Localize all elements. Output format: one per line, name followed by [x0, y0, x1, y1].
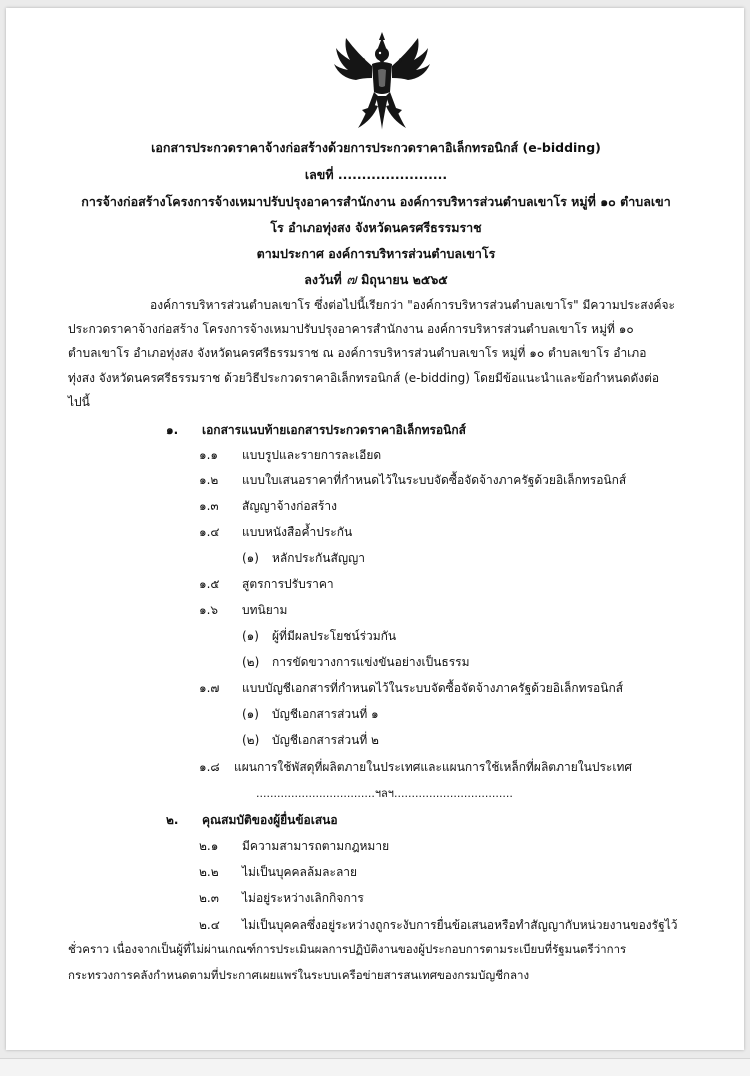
etc-ellipsis: ..................................ฯลฯ..................................: [256, 787, 513, 800]
item-text: ไม่เป็นบุคคลซึ่งอยู่ระหว่างถูกระงับการยื่นข้อเสนอหรือทำสัญญากับหน่วยงานของรัฐไว้: [242, 918, 678, 932]
item-text: แบบรูปและรายการละเอียด: [242, 448, 382, 462]
subitem-number: (๑): [242, 707, 259, 721]
date-prefix: ลงวันที่: [304, 272, 342, 287]
item-2-4-continuation-2: กระทรวงการคลังกำหนดตามที่ประกาศเผยแพร่ในระบบเครือข่ายสารสนเทศของกรมบัญชีกลาง: [68, 968, 530, 982]
item-text: ไม่อยู่ระหว่างเลิกกิจการ: [242, 891, 364, 905]
subitem-text: การขัดขวางการแข่งขันอย่างเป็นธรรม: [272, 655, 470, 669]
item-text: มีความสามารถตามกฎหมาย: [242, 839, 390, 853]
intro-line-3: ตำบลเขาโร อำเภอทุ่งสง จังหวัดนครศรีธรรมราช ณ องค์การบริหารส่วนตำบลเขาโร หมู่ที่ ๑๐ ตำบลเขาโร อำเภอ: [68, 346, 647, 360]
intro-line-2: ประกวดราคาจ้างก่อสร้าง โครงการจ้างเหมาปรับปรุงอาคารสำนักงาน องค์การบริหารส่วนตำบลเขาโร หมู่ที่ ๑๐: [68, 322, 634, 336]
section-1-title: เอกสารแนบท้ายเอกสารประกวดราคาอิเล็กทรอนิกส์: [202, 423, 466, 437]
item-text: บทนิยาม: [242, 603, 288, 617]
date-suffix: มิถุนายน ๒๕๖๕: [361, 272, 448, 287]
item-text: สัญญาจ้างก่อสร้าง: [242, 499, 337, 513]
item-text: แบบบัญชีเอกสารที่กำหนดไว้ในระบบจัดซื้อจัดจ้างภาครัฐด้วยอิเล็กทรอนิกส์: [242, 681, 624, 695]
next-page-edge: [0, 1058, 750, 1076]
subitem-text: ผู้ที่มีผลประโยชน์ร่วมกัน: [272, 629, 397, 643]
item-number: ๑.๖: [199, 603, 219, 617]
project-title-line-1: การจ้างก่อสร้างโครงการจ้างเหมาปรับปรุงอาคารสำนักงาน องค์การบริหารส่วนตำบลเขาโร หมู่ที่ ๑๐ ตำบลเขา: [81, 194, 671, 209]
section-1-number: ๑.: [166, 423, 179, 437]
item-number: ๑.๑: [199, 448, 219, 462]
intro-line-1: องค์การบริหารส่วนตำบลเขาโร ซึ่งต่อไปนี้เรียกว่า "องค์การบริหารส่วนตำบลเขาโร" มีความประสงค์จะ: [150, 298, 675, 312]
item-2-4-continuation-1: ชั่วคราว เนื่องจากเป็นผู้ที่ไม่ผ่านเกณฑ์การประเมินผลการปฏิบัติงานของผู้ประกอบการตามระเบียบที่รัฐมนตรีว่าการ: [68, 942, 627, 956]
section-2-title: คุณสมบัติของผู้ยื่นข้อเสนอ: [202, 813, 338, 827]
document-page: [6, 8, 744, 1050]
subitem-number: (๒): [242, 733, 260, 747]
subitem-text: หลักประกันสัญญา: [272, 551, 366, 565]
section-2-number: ๒.: [166, 813, 179, 827]
garuda-emblem-icon: [332, 30, 432, 134]
subitem-number: (๑): [242, 551, 259, 565]
item-number: ๑.๔: [199, 525, 220, 539]
intro-line-5: ไปนี้: [68, 395, 90, 409]
item-number: ๑.๒: [199, 473, 219, 487]
date-day: ๗: [346, 272, 357, 288]
item-number: ๒.๑: [199, 839, 219, 853]
project-title-line-2: โร อำเภอทุ่งสง จังหวัดนครศรีธรรมราช: [270, 220, 482, 235]
item-number: ๒.๒: [199, 865, 219, 879]
item-text: แผนการใช้พัสดุที่ผลิตภายในประเทศและแผนการใช้เหล็กที่ผลิตภายในประเทศ: [234, 760, 632, 774]
date-line: [46, 269, 706, 291]
subitem-text: บัญชีเอกสารส่วนที่ ๒: [272, 733, 379, 747]
item-number: ๒.๓: [199, 891, 219, 905]
document-title: เอกสารประกวดราคาจ้างก่อสร้างด้วยการประกวดราคาอิเล็กทรอนิกส์ (e-bidding): [151, 140, 601, 155]
item-number: ๑.๓: [199, 499, 219, 513]
subitem-number: (๒): [242, 655, 260, 669]
item-number: ๑.๕: [199, 577, 220, 591]
subitem-number: (๑): [242, 629, 259, 643]
item-number: ๑.๘: [199, 760, 220, 774]
item-number: ๑.๗: [199, 681, 220, 695]
announcement-line: ตามประกาศ องค์การบริหารส่วนตำบลเขาโร: [256, 246, 496, 261]
item-text: แบบใบเสนอราคาที่กำหนดไว้ในระบบจัดซื้อจัดจ้างภาครัฐด้วยอิเล็กทรอนิกส์: [242, 473, 627, 487]
item-text: ไม่เป็นบุคคลล้มละลาย: [242, 865, 358, 879]
item-number: ๒.๔: [199, 918, 220, 932]
item-text: แบบหนังสือค้ำประกัน: [242, 525, 353, 539]
subitem-text: บัญชีเอกสารส่วนที่ ๑: [272, 707, 379, 721]
item-text: สูตรการปรับราคา: [242, 577, 334, 591]
intro-line-4: ทุ่งสง จังหวัดนครศรีธรรมราช ด้วยวิธีประกวดราคาอิเล็กทรอนิกส์ (e-bidding) โดยมีข้อแนะนำและข้อกำหนดดังต่อ: [68, 371, 660, 385]
document-number: เลขที่ .......................: [304, 167, 448, 182]
